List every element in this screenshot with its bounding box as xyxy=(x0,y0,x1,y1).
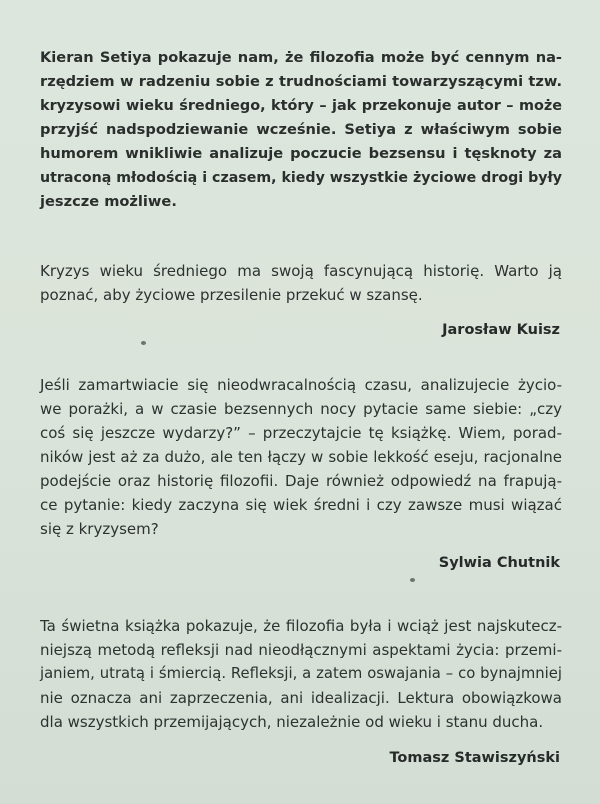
blurb-line: ce pytanie: kiedy zaczyna się wiek średni i czy zawsze musi wiązać xyxy=(40,496,562,514)
intro-line: jeszcze możliwe. xyxy=(40,193,177,210)
blurb-line: janiem, utratą i śmiercią. Refleksji, a zatem oswajania – co bynajmniej xyxy=(40,665,562,682)
intro-line: humorem wnikliwie analizuje poczucie bezsensu i tęsknoty za xyxy=(40,145,562,162)
blurb-author-2: Sylwia Chutnik xyxy=(438,555,560,571)
paper-speck xyxy=(410,578,415,582)
blurb-line: Jeśli zamartwiacie się nieodwracalnością czasu, analizujecie życio- xyxy=(40,376,562,394)
intro-line: kryzysowi wieku średniego, który – jak przekonuje autor – może xyxy=(40,98,562,114)
blurb-line: Ta świetna książka pokazuje, że filozofia była i wciąż jest najskutecz- xyxy=(40,617,562,635)
intro-line: Kieran Setiya pokazuje nam, że filozofia może być cennym na- xyxy=(40,49,562,66)
intro-line: rzędziem w radzeniu sobie z trudnościami towarzyszącymi tzw. xyxy=(40,73,562,90)
blurb-line: się z kryzysem? xyxy=(40,520,159,538)
blurb-line: coś się jeszcze wydarzy?” – przeczytajcie tę książkę. Wiem, porad- xyxy=(40,424,562,442)
blurb-author-1: Jarosław Kuisz xyxy=(442,322,560,338)
blurb-paragraph-3 xyxy=(40,614,562,734)
blurb-line: we porażki, a w czasie bezsennych nocy pytacie same siebie: „czy xyxy=(40,400,562,418)
blurb-line: Kryzys wieku średniego ma swoją fascynującą historię. Warto ją xyxy=(40,262,562,280)
blurb-line: podejście oraz historię filozofii. Daje również odpowiedź na frapują- xyxy=(40,472,562,490)
blurb-author-3: Tomasz Stawiszyński xyxy=(389,750,560,766)
blurb-line: ników jest aż za dużo, ale ten łączy w sobie lekkość eseju, racjonalne xyxy=(40,448,562,466)
blurb-line: nie oznacza ani zaprzeczenia, ani idealizacji. Lektura obowiązkowa xyxy=(40,689,562,707)
blurb-line: poznać, aby życiowe przesilenie przekuć w szansę. xyxy=(40,286,423,304)
paper-speck xyxy=(141,341,146,345)
blurb-line: dla wszystkich przemijających, niezależnie od wieku i stanu ducha. xyxy=(40,713,544,731)
intro-line: utraconą młodością i czasem, kiedy wszystkie życiowe drogi były xyxy=(40,170,562,186)
intro-line: przyjść nadspodziewanie wcześnie. Setiya z właściwym sobie xyxy=(40,121,562,138)
blurb-line: niejszą metodą refleksji nad nieodłącznymi aspektami życia: przemi- xyxy=(40,641,562,659)
blurb-paragraph-2 xyxy=(40,373,562,541)
intro-paragraph xyxy=(40,46,562,214)
blurb-paragraph-1 xyxy=(40,259,562,307)
